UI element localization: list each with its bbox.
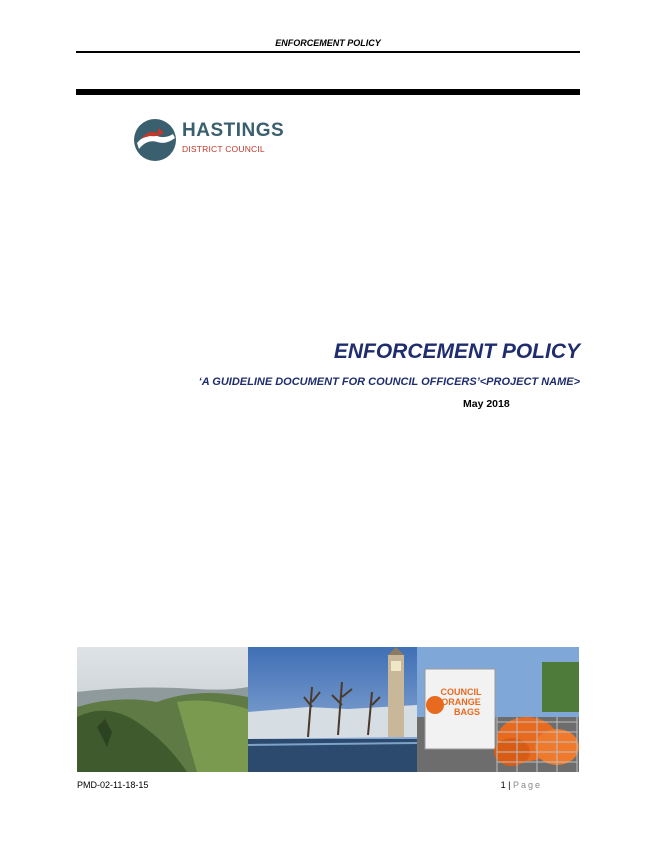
document-reference: PMD-02-11-18-15 xyxy=(77,780,149,790)
running-header: ENFORCEMENT POLICY xyxy=(275,38,381,48)
page-label: Page xyxy=(512,780,542,790)
hastings-emblem-icon xyxy=(133,116,179,164)
header-thick-rule xyxy=(76,89,580,95)
orange-bags-photo xyxy=(417,647,579,772)
bag-sign-line3: BAGS xyxy=(453,707,481,717)
header-rule xyxy=(76,51,580,53)
page-number: 1 xyxy=(500,780,506,790)
logo-subtitle: DISTRICT COUNCIL xyxy=(182,144,265,154)
landscape-photo xyxy=(77,647,248,772)
page-number-footer xyxy=(501,780,542,790)
document-date: May 2018 xyxy=(463,398,510,410)
photo-strip xyxy=(77,647,579,772)
logo-wordmark: HASTINGS xyxy=(182,120,285,141)
document-subtitle: ‘A GUIDELINE DOCUMENT FOR COUNCIL OFFICERS’<PROJECT NAME> xyxy=(198,376,580,388)
bag-sign-line2: ORANGE xyxy=(441,697,481,707)
clock-tower-photo xyxy=(248,647,417,772)
document-title: ENFORCEMENT POLICY xyxy=(333,340,580,363)
page-separator: | xyxy=(505,780,513,790)
bag-sign-line1: COUNCIL xyxy=(440,687,482,697)
